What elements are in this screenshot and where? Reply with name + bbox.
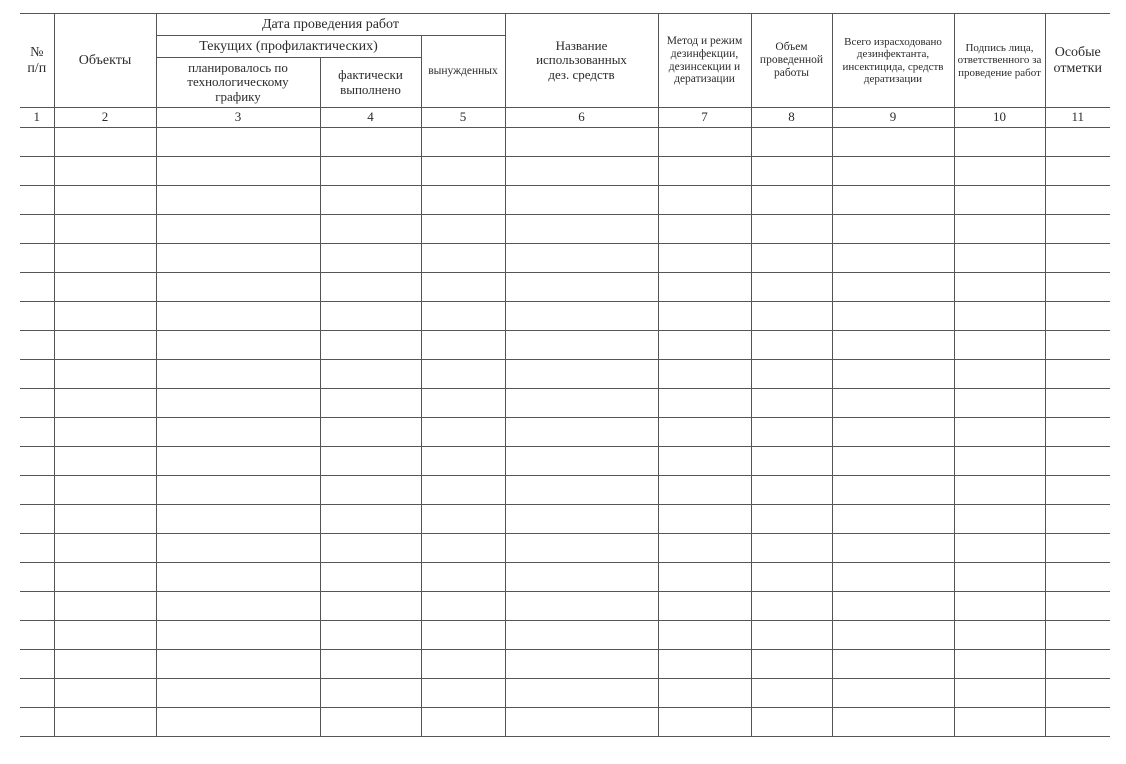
table-cell — [20, 621, 54, 650]
table-cell — [54, 534, 156, 563]
table-cell — [658, 157, 751, 186]
table-cell — [156, 302, 320, 331]
column-number: 2 — [54, 108, 156, 128]
table-cell — [1045, 389, 1110, 418]
header-forced: вынужденных — [421, 36, 505, 108]
table-cell — [156, 476, 320, 505]
table-cell — [751, 418, 832, 447]
table-cell — [1045, 650, 1110, 679]
table-cell — [1045, 331, 1110, 360]
table-cell — [20, 128, 54, 157]
table-cell — [156, 592, 320, 621]
table-cell — [751, 389, 832, 418]
column-number: 11 — [1045, 108, 1110, 128]
table-cell — [156, 708, 320, 737]
table-cell — [751, 302, 832, 331]
table-cell — [156, 273, 320, 302]
column-number: 5 — [421, 108, 505, 128]
table-cell — [421, 592, 505, 621]
table-cell — [156, 621, 320, 650]
table-cell — [751, 447, 832, 476]
table-cell — [20, 215, 54, 244]
table-cell — [751, 592, 832, 621]
table-cell — [658, 186, 751, 215]
table-cell — [954, 360, 1045, 389]
header-row-1 — [20, 14, 1110, 36]
table-row — [20, 476, 1110, 505]
table-cell — [156, 331, 320, 360]
table-cell — [421, 128, 505, 157]
table-cell — [658, 621, 751, 650]
table-cell — [505, 273, 658, 302]
table-cell — [954, 505, 1045, 534]
table-cell — [954, 447, 1045, 476]
table-cell — [320, 650, 421, 679]
table-cell — [954, 679, 1045, 708]
table-cell — [421, 476, 505, 505]
table-cell — [20, 389, 54, 418]
table-cell — [505, 244, 658, 273]
table-cell — [954, 621, 1045, 650]
table-cell — [832, 592, 954, 621]
table-cell — [832, 186, 954, 215]
table-cell — [658, 331, 751, 360]
table-cell — [658, 563, 751, 592]
table-cell — [320, 128, 421, 157]
table-cell — [320, 563, 421, 592]
table-cell — [832, 244, 954, 273]
header-num: № п/п — [20, 14, 54, 108]
table-cell — [320, 244, 421, 273]
header-actual: фактически выполнено — [320, 58, 421, 108]
table-cell — [658, 592, 751, 621]
table-cell — [421, 418, 505, 447]
table-cell — [20, 186, 54, 215]
table-cell — [54, 215, 156, 244]
table-cell — [954, 563, 1045, 592]
table-cell — [320, 621, 421, 650]
table-cell — [505, 650, 658, 679]
table-cell — [658, 418, 751, 447]
table-row — [20, 505, 1110, 534]
table-cell — [320, 186, 421, 215]
table-cell — [954, 128, 1045, 157]
column-number: 3 — [156, 108, 320, 128]
table-cell — [751, 215, 832, 244]
table-cell — [421, 505, 505, 534]
table-cell — [832, 621, 954, 650]
table-cell — [832, 476, 954, 505]
table-cell — [320, 331, 421, 360]
table-row — [20, 708, 1110, 737]
table-cell — [54, 679, 156, 708]
table-cell — [156, 534, 320, 563]
table-cell — [54, 360, 156, 389]
table-cell — [954, 650, 1045, 679]
table-cell — [320, 505, 421, 534]
table-cell — [505, 447, 658, 476]
table-cell — [156, 186, 320, 215]
table-cell — [421, 360, 505, 389]
table-row — [20, 244, 1110, 273]
table-cell — [954, 389, 1045, 418]
table-cell — [505, 679, 658, 708]
table-cell — [156, 360, 320, 389]
table-cell — [832, 679, 954, 708]
table-row — [20, 186, 1110, 215]
table-cell — [156, 157, 320, 186]
table-cell — [1045, 505, 1110, 534]
table-row — [20, 563, 1110, 592]
column-number: 4 — [320, 108, 421, 128]
table-cell — [54, 650, 156, 679]
table-cell — [505, 505, 658, 534]
table-cell — [832, 157, 954, 186]
table-row — [20, 360, 1110, 389]
table-cell — [1045, 157, 1110, 186]
table-cell — [505, 418, 658, 447]
column-number: 6 — [505, 108, 658, 128]
table-cell — [954, 186, 1045, 215]
table-cell — [1045, 592, 1110, 621]
table-cell — [658, 679, 751, 708]
table-cell — [505, 157, 658, 186]
table-cell — [54, 476, 156, 505]
table-cell — [156, 505, 320, 534]
table-cell — [832, 389, 954, 418]
table-cell — [20, 592, 54, 621]
table-cell — [658, 534, 751, 563]
column-number: 7 — [658, 108, 751, 128]
table-cell — [421, 157, 505, 186]
table-cell — [658, 389, 751, 418]
table-cell — [54, 447, 156, 476]
table-cell — [832, 708, 954, 737]
table-cell — [1045, 215, 1110, 244]
table-cell — [20, 650, 54, 679]
table-cell — [1045, 186, 1110, 215]
table-cell — [421, 331, 505, 360]
table-cell — [320, 157, 421, 186]
table-cell — [954, 302, 1045, 331]
table-cell — [832, 331, 954, 360]
table-cell — [54, 302, 156, 331]
table-cell — [658, 476, 751, 505]
table-cell — [156, 447, 320, 476]
table-cell — [505, 621, 658, 650]
table-cell — [1045, 244, 1110, 273]
table-cell — [54, 128, 156, 157]
header-objects: Объекты — [54, 14, 156, 108]
table-cell — [156, 389, 320, 418]
column-number: 9 — [832, 108, 954, 128]
table-cell — [832, 128, 954, 157]
table-row — [20, 128, 1110, 157]
table-cell — [20, 563, 54, 592]
table-row — [20, 447, 1110, 476]
column-number: 10 — [954, 108, 1045, 128]
table-cell — [54, 505, 156, 534]
header-volume: Объем проведенной работы — [751, 14, 832, 108]
table-cell — [421, 534, 505, 563]
table-cell — [320, 708, 421, 737]
table-cell — [156, 418, 320, 447]
table-cell — [658, 273, 751, 302]
table-cell — [751, 476, 832, 505]
disinfection-journal-table — [20, 13, 1110, 737]
column-number-row — [20, 108, 1110, 128]
table-cell — [320, 389, 421, 418]
table-cell — [751, 331, 832, 360]
table-cell — [832, 215, 954, 244]
table-row — [20, 592, 1110, 621]
table-cell — [156, 679, 320, 708]
table-cell — [751, 360, 832, 389]
table-cell — [505, 534, 658, 563]
table-cell — [156, 128, 320, 157]
table-cell — [751, 505, 832, 534]
table-cell — [20, 505, 54, 534]
table-cell — [505, 592, 658, 621]
table-cell — [1045, 273, 1110, 302]
table-cell — [751, 708, 832, 737]
table-cell — [54, 157, 156, 186]
table-cell — [421, 186, 505, 215]
table-cell — [832, 360, 954, 389]
table-cell — [54, 563, 156, 592]
table-cell — [320, 215, 421, 244]
table-cell — [20, 273, 54, 302]
table-cell — [156, 650, 320, 679]
table-cell — [832, 505, 954, 534]
table-cell — [421, 650, 505, 679]
header-method: Метод и режим дезинфекции, дезинсекции и дератизации — [658, 14, 751, 108]
table-cell — [320, 360, 421, 389]
table-cell — [320, 679, 421, 708]
table-cell — [832, 418, 954, 447]
table-cell — [751, 679, 832, 708]
table-cell — [20, 476, 54, 505]
table-cell — [54, 621, 156, 650]
table-row — [20, 331, 1110, 360]
table-cell — [20, 302, 54, 331]
table-cell — [421, 389, 505, 418]
table-cell — [505, 331, 658, 360]
table-row — [20, 650, 1110, 679]
table-cell — [1045, 302, 1110, 331]
table-cell — [658, 128, 751, 157]
table-cell — [832, 302, 954, 331]
table-cell — [751, 273, 832, 302]
table-cell — [421, 447, 505, 476]
table-cell — [20, 534, 54, 563]
column-number: 8 — [751, 108, 832, 128]
table-cell — [1045, 563, 1110, 592]
table-cell — [421, 302, 505, 331]
table-cell — [1045, 128, 1110, 157]
table-cell — [658, 215, 751, 244]
table-cell — [505, 563, 658, 592]
table-cell — [505, 186, 658, 215]
table-cell — [54, 273, 156, 302]
table-cell — [1045, 534, 1110, 563]
table-row — [20, 534, 1110, 563]
table-cell — [20, 244, 54, 273]
table-cell — [1045, 447, 1110, 476]
table-row — [20, 302, 1110, 331]
table-cell — [20, 360, 54, 389]
table-cell — [954, 592, 1045, 621]
table-cell — [505, 302, 658, 331]
column-number: 1 — [20, 108, 54, 128]
table-cell — [832, 650, 954, 679]
table-cell — [751, 534, 832, 563]
table-cell — [954, 476, 1045, 505]
table-cell — [1045, 708, 1110, 737]
table-cell — [421, 563, 505, 592]
table-cell — [320, 476, 421, 505]
table-row — [20, 215, 1110, 244]
table-cell — [505, 708, 658, 737]
table-cell — [505, 128, 658, 157]
table-cell — [751, 650, 832, 679]
header-consumed: Всего израсходовано дезинфектанта, инсектицида, средств дератизации — [832, 14, 954, 108]
table-cell — [658, 708, 751, 737]
table-cell — [54, 592, 156, 621]
table-cell — [954, 534, 1045, 563]
table-cell — [954, 273, 1045, 302]
table-cell — [1045, 418, 1110, 447]
header-current-group: Текущих (профилактических) — [156, 36, 421, 58]
table-cell — [20, 418, 54, 447]
table-cell — [421, 708, 505, 737]
table-cell — [658, 244, 751, 273]
table-cell — [954, 215, 1045, 244]
table-cell — [658, 302, 751, 331]
header-signature: Подпись лица, ответственного за проведение работ — [954, 14, 1045, 108]
table-cell — [421, 621, 505, 650]
table-cell — [421, 273, 505, 302]
table-cell — [751, 157, 832, 186]
table-cell — [20, 447, 54, 476]
table-row — [20, 157, 1110, 186]
table-cell — [658, 650, 751, 679]
table-cell — [505, 215, 658, 244]
table-cell — [832, 563, 954, 592]
table-cell — [54, 186, 156, 215]
table-cell — [421, 244, 505, 273]
table-cell — [320, 447, 421, 476]
table-cell — [320, 302, 421, 331]
table-row — [20, 621, 1110, 650]
table-cell — [954, 708, 1045, 737]
table-cell — [1045, 621, 1110, 650]
table-cell — [20, 679, 54, 708]
table-cell — [156, 215, 320, 244]
table-cell — [954, 418, 1045, 447]
table-cell — [505, 389, 658, 418]
table-cell — [320, 418, 421, 447]
table-cell — [54, 708, 156, 737]
table-row — [20, 389, 1110, 418]
table-cell — [954, 331, 1045, 360]
table-cell — [751, 621, 832, 650]
table-cell — [751, 563, 832, 592]
table-cell — [20, 708, 54, 737]
table-cell — [421, 215, 505, 244]
table-cell — [20, 157, 54, 186]
header-agent-name: Название использованных дез. средств — [505, 14, 658, 108]
table-row — [20, 679, 1110, 708]
table-row — [20, 273, 1110, 302]
table-cell — [320, 534, 421, 563]
table-cell — [54, 331, 156, 360]
table-cell — [505, 476, 658, 505]
table-cell — [751, 244, 832, 273]
table-cell — [1045, 476, 1110, 505]
table-cell — [658, 360, 751, 389]
table-cell — [658, 505, 751, 534]
table-cell — [54, 418, 156, 447]
table-cell — [320, 273, 421, 302]
table-cell — [658, 447, 751, 476]
header-planned: планировалось по технологическому графику — [156, 58, 320, 108]
table-cell — [1045, 360, 1110, 389]
table-cell — [505, 360, 658, 389]
table-cell — [20, 331, 54, 360]
table-cell — [751, 186, 832, 215]
table-cell — [54, 389, 156, 418]
table-cell — [421, 679, 505, 708]
table-cell — [832, 447, 954, 476]
table-cell — [954, 244, 1045, 273]
table-cell — [954, 157, 1045, 186]
table-cell — [832, 273, 954, 302]
table-cell — [320, 592, 421, 621]
table-row — [20, 418, 1110, 447]
header-date-group: Дата проведения работ — [156, 14, 505, 36]
table-cell — [156, 244, 320, 273]
table-cell — [832, 534, 954, 563]
table-cell — [54, 244, 156, 273]
table-cell — [1045, 679, 1110, 708]
header-notes: Особые отметки — [1045, 14, 1110, 108]
table-cell — [156, 563, 320, 592]
table-cell — [751, 128, 832, 157]
